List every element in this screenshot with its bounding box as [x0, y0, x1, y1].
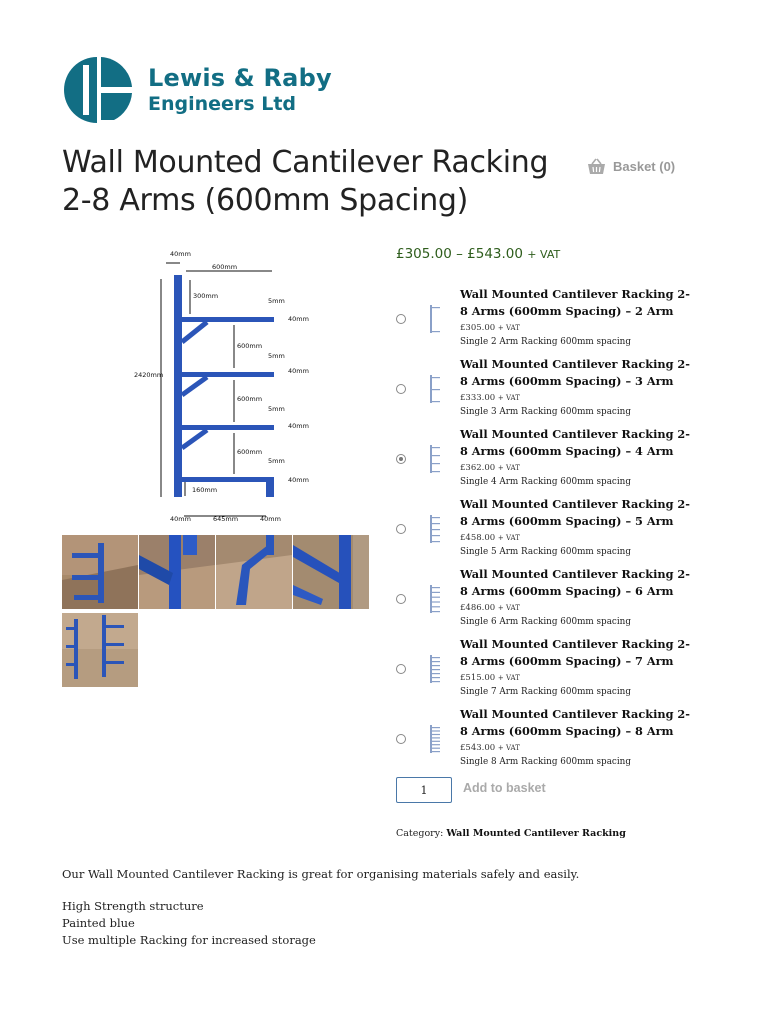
variant-name: Wall Mounted Cantilever Racking 2-8 Arms (600mm Spacing) – 2 Arm — [460, 287, 690, 318]
variant-description: Single 3 Arm Racking 600mm spacing — [460, 407, 631, 417]
variant-price-vat: + VAT — [497, 534, 520, 542]
variant-option[interactable] — [392, 706, 692, 776]
basket-link[interactable] — [587, 158, 675, 175]
category-link[interactable]: Wall Mounted Cantilever Racking — [446, 828, 626, 839]
price-range — [396, 246, 560, 262]
basket-icon — [587, 158, 606, 175]
variant-radio[interactable] — [396, 314, 406, 324]
feature-item: Painted blue — [62, 916, 135, 930]
variant-name: Wall Mounted Cantilever Racking 2-8 Arms (600mm Spacing) – 4 Arm — [460, 427, 690, 458]
variant-price-value: £362.00 — [460, 463, 496, 473]
dim-lip-1: 5mm — [268, 297, 285, 305]
dim-base-left: 40mm — [170, 515, 191, 523]
dim-lip-4: 5mm — [268, 457, 285, 465]
variant-price-vat: + VAT — [497, 744, 520, 752]
variant-name: Wall Mounted Cantilever Racking 2-8 Arms (600mm Spacing) – 7 Arm — [460, 637, 690, 668]
gallery-photo-2[interactable] — [139, 535, 215, 609]
dim-arm-end-4: 40mm — [288, 476, 309, 484]
variant-radio[interactable] — [396, 594, 406, 604]
description-text: Our Wall Mounted Cantilever Racking is great for organising materials safely and easily. — [62, 867, 580, 881]
product-category — [396, 828, 626, 839]
basket-label: Basket (0) — [613, 159, 676, 174]
variant-option[interactable] — [392, 356, 692, 426]
brand-logo[interactable] — [62, 57, 332, 123]
variant-price — [460, 393, 520, 403]
add-to-basket-button[interactable]: Add to basket — [463, 781, 546, 795]
variant-name: Wall Mounted Cantilever Racking 2-8 Arms (600mm Spacing) – 6 Arm — [460, 567, 690, 598]
variant-price — [460, 673, 520, 683]
price-range-value: £305.00 – £543.00 — [396, 246, 523, 262]
category-label: Category: — [396, 828, 444, 839]
variant-name: Wall Mounted Cantilever Racking 2-8 Arms (600mm Spacing) – 3 Arm — [460, 357, 690, 388]
variant-price-vat: + VAT — [497, 394, 520, 402]
variant-price — [460, 603, 520, 613]
variant-price-vat: + VAT — [497, 604, 520, 612]
variant-description: Single 5 Arm Racking 600mm spacing — [460, 547, 631, 557]
variant-description: Single 8 Arm Racking 600mm spacing — [460, 757, 631, 767]
dim-arm-end-2: 40mm — [288, 367, 309, 375]
dim-base-right: 40mm — [260, 515, 281, 523]
variant-description: Single 6 Arm Racking 600mm spacing — [460, 617, 631, 627]
lr-logo-icon — [62, 57, 132, 123]
dim-base-height: 160mm — [192, 486, 218, 494]
feature-item: High Strength structure — [62, 899, 204, 913]
variant-description: Single 2 Arm Racking 600mm spacing — [460, 337, 631, 347]
dim-height: 2420mm — [134, 371, 164, 379]
gallery-photo-5[interactable] — [62, 613, 138, 687]
variant-price — [460, 743, 520, 753]
variant-rack-thumbnail — [428, 724, 442, 754]
gallery-photo-4[interactable] — [293, 535, 369, 609]
brand-name-line1: Lewis & Raby — [148, 64, 332, 92]
variant-radio[interactable] — [396, 454, 406, 464]
variant-price — [460, 323, 520, 333]
variant-radio[interactable] — [396, 734, 406, 744]
dim-first-gap: 300mm — [193, 292, 219, 300]
variant-option[interactable] — [392, 636, 692, 706]
variant-rack-thumbnail — [428, 584, 442, 614]
dim-arm-end-1: 40mm — [288, 315, 309, 323]
dim-spacing-1: 600mm — [237, 342, 263, 350]
variant-price-value: £543.00 — [460, 743, 496, 753]
variant-price-value: £333.00 — [460, 393, 496, 403]
variant-price-vat: + VAT — [497, 674, 520, 682]
variant-option[interactable] — [392, 566, 692, 636]
quantity-input[interactable] — [396, 777, 452, 803]
dim-base-length: 645mm — [213, 515, 239, 523]
dim-top-width: 40mm — [170, 250, 191, 258]
variant-price-value: £458.00 — [460, 533, 496, 543]
variant-option[interactable] — [392, 496, 692, 566]
variant-rack-thumbnail — [428, 444, 442, 474]
variant-description: Single 7 Arm Racking 600mm spacing — [460, 687, 631, 697]
variant-price-value: £515.00 — [460, 673, 496, 683]
variant-name: Wall Mounted Cantilever Racking 2-8 Arms (600mm Spacing) – 5 Arm — [460, 497, 690, 528]
dim-lip-3: 5mm — [268, 405, 285, 413]
variant-rack-thumbnail — [428, 374, 442, 404]
variant-radio[interactable] — [396, 384, 406, 394]
variant-radio[interactable] — [396, 664, 406, 674]
variant-price-vat: + VAT — [497, 324, 520, 332]
variant-option[interactable] — [392, 426, 692, 496]
brand-name-line2: Engineers Ltd — [148, 93, 297, 115]
variant-rack-thumbnail — [428, 654, 442, 684]
product-description — [62, 866, 579, 899]
variant-price-vat: + VAT — [497, 464, 520, 472]
variant-price-value: £486.00 — [460, 603, 496, 613]
dim-arm-length: 600mm — [212, 263, 238, 271]
variant-rack-thumbnail — [428, 514, 442, 544]
variant-radio[interactable] — [396, 524, 406, 534]
variant-price — [460, 463, 520, 473]
variant-price-value: £305.00 — [460, 323, 496, 333]
variant-description: Single 4 Arm Racking 600mm spacing — [460, 477, 631, 487]
feature-item: Use multiple Racking for increased storage — [62, 933, 316, 947]
feature-list — [62, 898, 316, 949]
dim-spacing-3: 600mm — [237, 448, 263, 456]
price-range-vat: + VAT — [527, 248, 561, 261]
racking-dimension-diagram[interactable] — [62, 242, 370, 530]
variant-price — [460, 533, 520, 543]
dim-lip-2: 5mm — [268, 352, 285, 360]
gallery-photo-1[interactable] — [62, 535, 138, 609]
product-title: Wall Mounted Cantilever Racking 2-8 Arms (600mm Spacing) — [62, 145, 549, 218]
dim-arm-end-3: 40mm — [288, 422, 309, 430]
dim-spacing-2: 600mm — [237, 395, 263, 403]
gallery-photo-3[interactable] — [216, 535, 292, 609]
variant-rack-thumbnail — [428, 304, 442, 334]
variant-name: Wall Mounted Cantilever Racking 2-8 Arms (600mm Spacing) – 8 Arm — [460, 707, 690, 738]
variant-option[interactable] — [392, 286, 692, 356]
